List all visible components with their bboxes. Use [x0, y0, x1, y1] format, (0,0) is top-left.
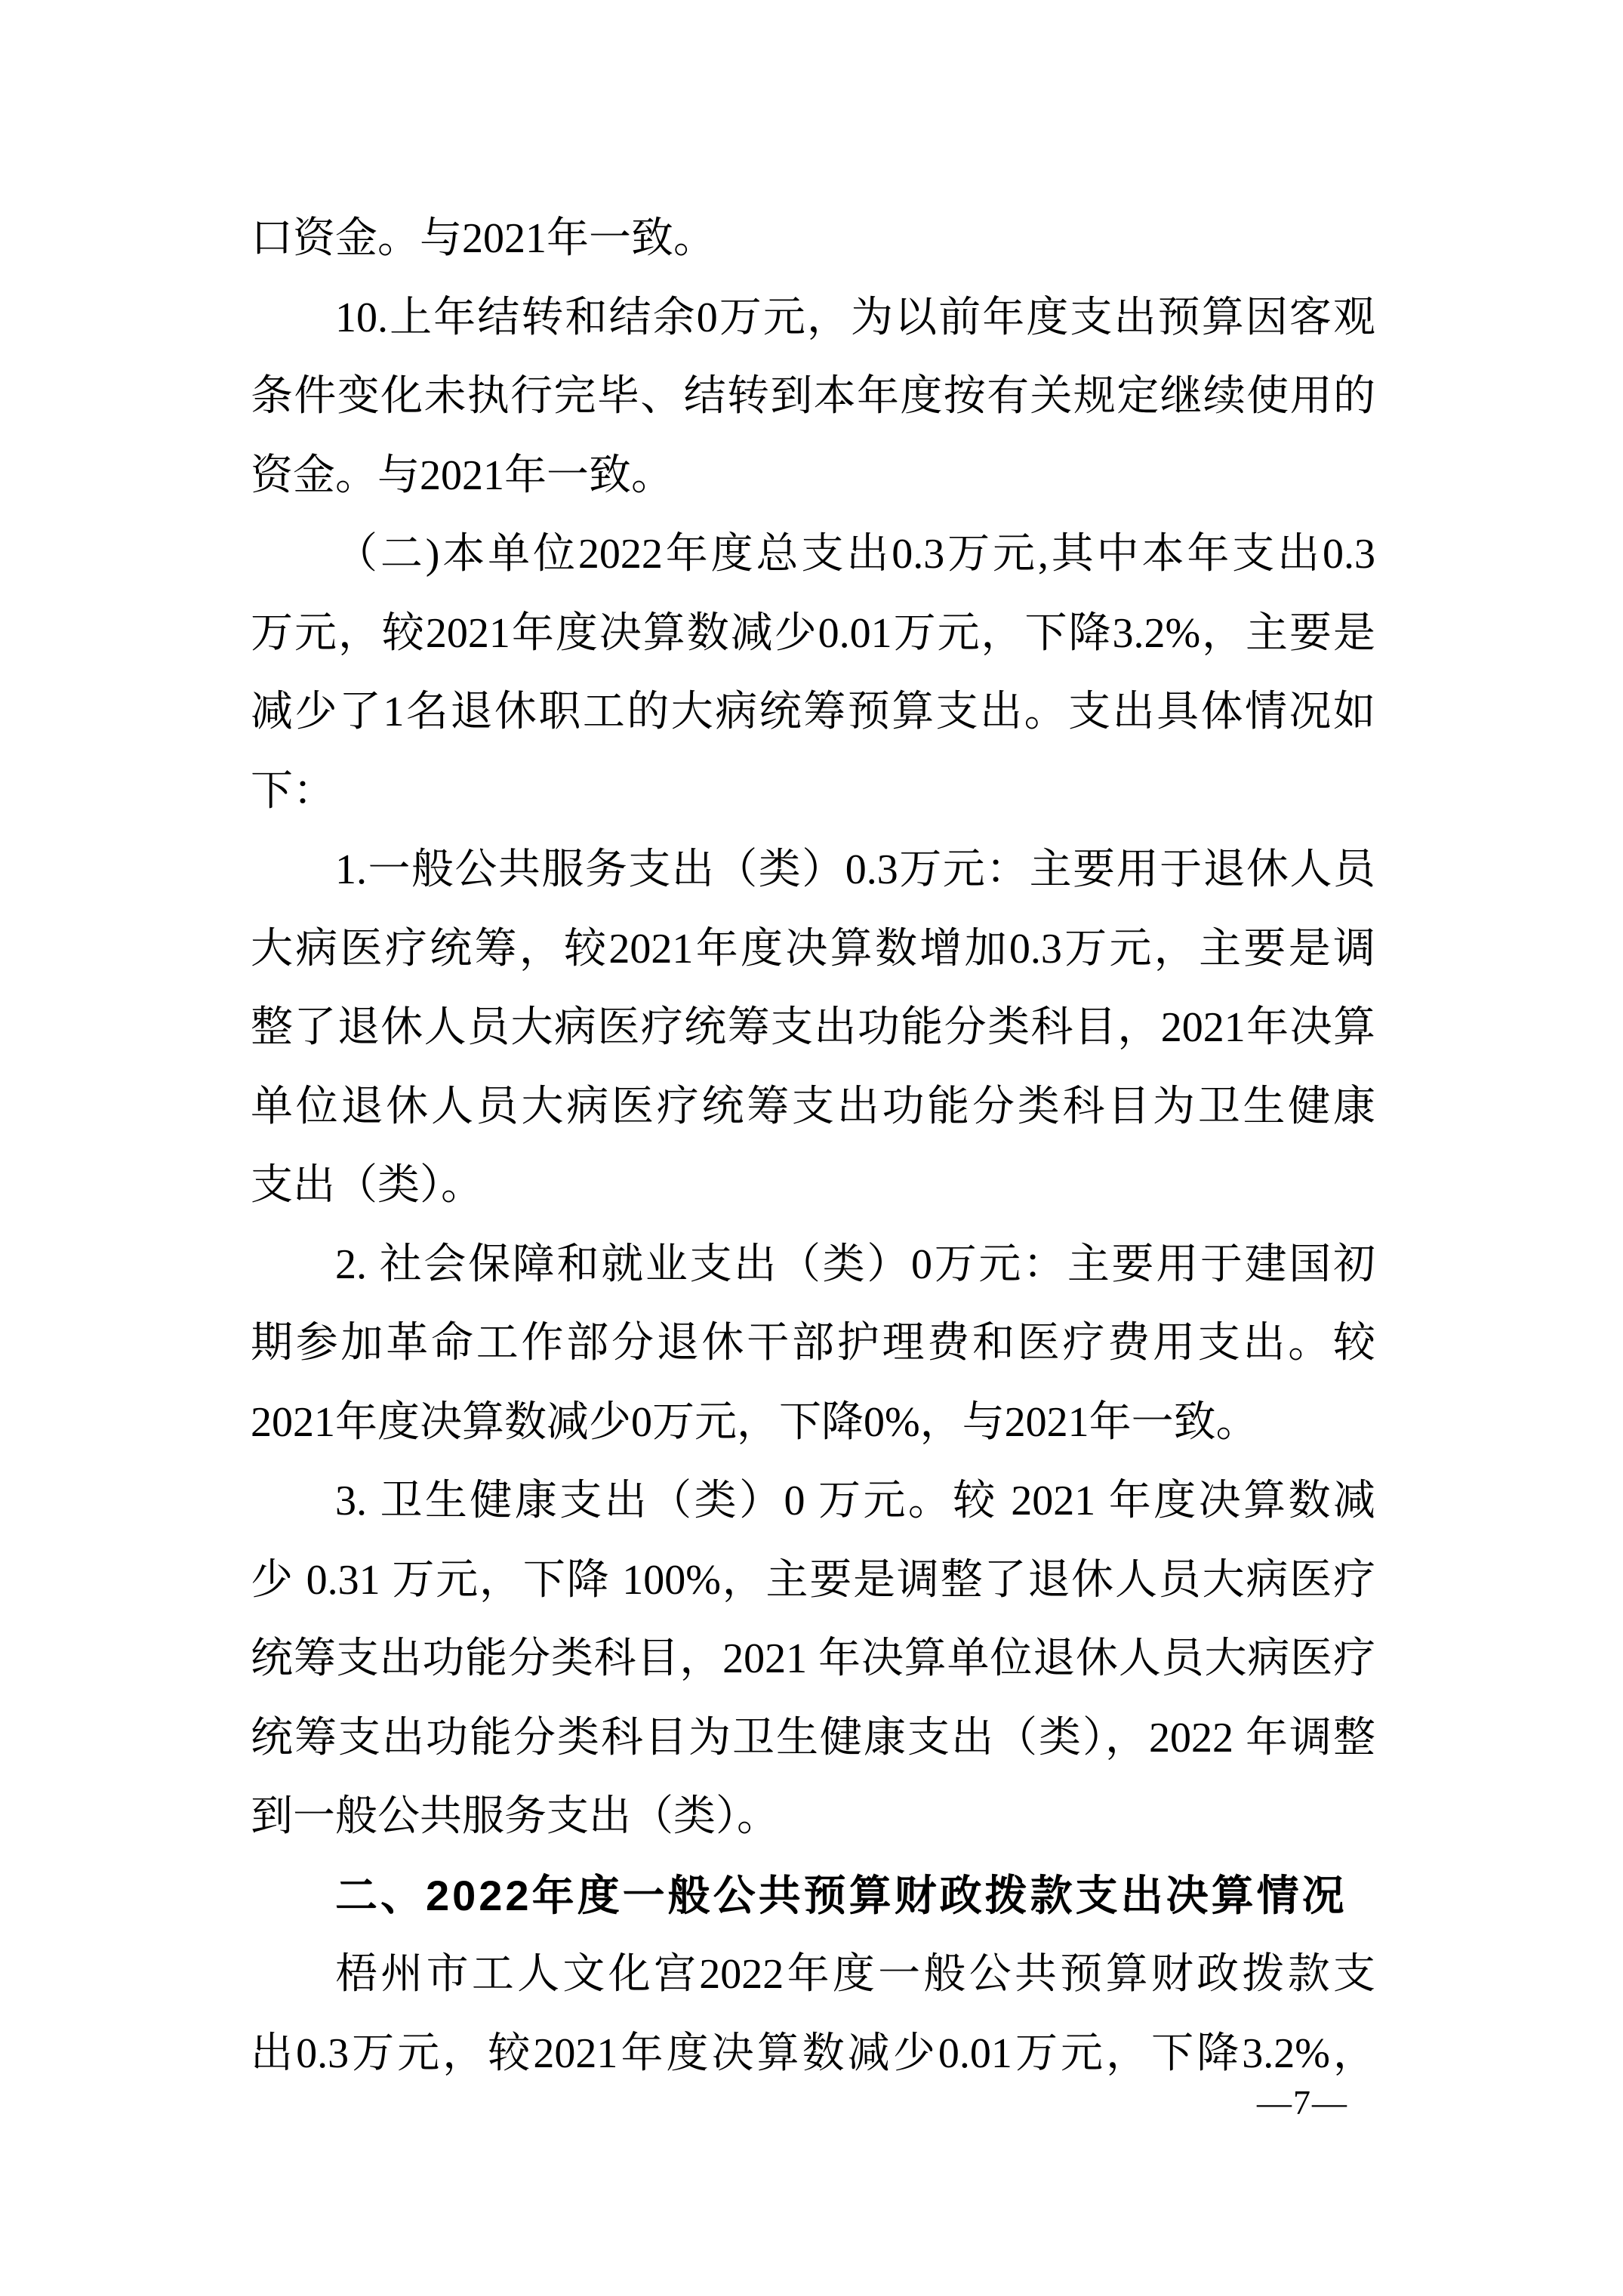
- text-line: 下：: [251, 767, 335, 815]
- text-line: 少 0.31 万元，下降 100%，主要是调整了退休人员大病医疗: [251, 1556, 1375, 1604]
- text-line: 支出（类）。: [251, 1162, 483, 1209]
- text-line: 到一般公共服务支出（类）。: [251, 1793, 779, 1840]
- text-line: 资金。与2021年一致。: [251, 451, 673, 499]
- text-line: 期参加革命工作部分退休干部护理费和医疗费用支出。较: [251, 1320, 1375, 1367]
- text-line: 出0.3万元，较2021年度决算数减少0.01万元，下降3.2%，: [251, 2029, 1375, 2077]
- text-line: 2021年度决算数减少0万元，下降0%，与2021年一致。: [251, 1398, 1258, 1446]
- text-line: 大病医疗统筹，较2021年度决算数增加0.3万元，主要是调: [251, 925, 1375, 972]
- paragraph-section-heading-follow-line: 梧州市工人文化宫2022年度一般公共预算财政拨款支: [335, 1951, 1375, 1998]
- paragraph-item-1-start-line: 1.一般公共服务支出（类）0.3万元：主要用于退休人员: [335, 846, 1375, 893]
- paragraph-item-3-start-line: 3. 卫生健康支出（类）0 万元。较 2021 年度决算数减: [335, 1478, 1375, 1524]
- section-2-heading: 二、2022年度一般公共预算财政拨款支出决算情况: [335, 1871, 1347, 1919]
- text-line: 条件变化未执行完毕、结转到本年度按有关规定继续使用的: [251, 373, 1375, 420]
- text-line: 口资金。与2021年一致。: [251, 215, 716, 262]
- text-line: 万元，较2021年度决算数减少0.01万元，下降3.2%，主要是: [251, 609, 1375, 657]
- document-page-body: [251, 199, 1375, 2093]
- text-line: 统筹支出功能分类科目，2021 年决算单位退休人员大病医疗: [251, 1635, 1375, 1682]
- paragraph-section-2-start-line: （二)本单位2022年度总支出0.3万元,其中本年支出0.3: [335, 531, 1375, 578]
- page-number: —7—: [1257, 2083, 1348, 2122]
- text-line: 减少了1名退休职工的大病统筹预算支出。支出具体情况如: [251, 689, 1375, 735]
- text-line: 整了退休人员大病医疗统筹支出功能分类科目，2021年决算: [251, 1004, 1375, 1051]
- text-line: 统筹支出功能分类科目为卫生健康支出（类），2022 年调整: [251, 1714, 1375, 1761]
- paragraph-10-start-line: 10.上年结转和结余0万元，为以前年度支出预算因客观: [335, 294, 1375, 341]
- text-line: 单位退休人员大病医疗统筹支出功能分类科目为卫生健康: [251, 1083, 1375, 1130]
- paragraph-item-2-start-line: 2. 社会保障和就业支出（类）0万元：主要用于建国初: [335, 1240, 1375, 1288]
